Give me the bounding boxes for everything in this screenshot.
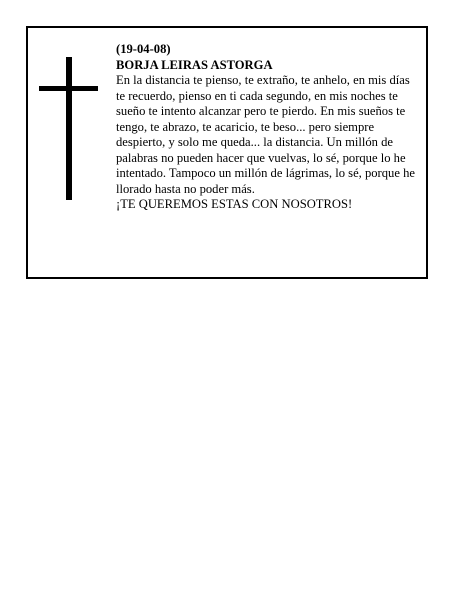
notice-message: En la distancia te pienso, te extraño, te anhelo, en mis días te recuerdo, pienso en ti cada segundo, en mis noches te sueño te intento alcanzar pero te pierdo. En mis sueños te tengo, te abrazo, te acaricio, te beso... pero siempre despierto, y solo me queda... la distancia. Un millón de palabras no pueden hacer que vuelvas, lo sé, porque lo he intentado. Tampoco un millón de lágrimas, lo sé, porque he llorado hasta no poder más. xyxy=(116,73,415,196)
deceased-name: BORJA LEIRAS ASTORGA xyxy=(116,57,273,72)
obituary-notice xyxy=(26,26,428,279)
cross-vertical-bar xyxy=(66,57,72,200)
notice-date: (19-04-08) xyxy=(116,42,171,56)
notice-closing: ¡TE QUEREMOS ESTAS CON NOSOTROS! xyxy=(116,197,353,211)
cross-horizontal-bar xyxy=(39,86,98,91)
notice-text xyxy=(116,42,421,213)
